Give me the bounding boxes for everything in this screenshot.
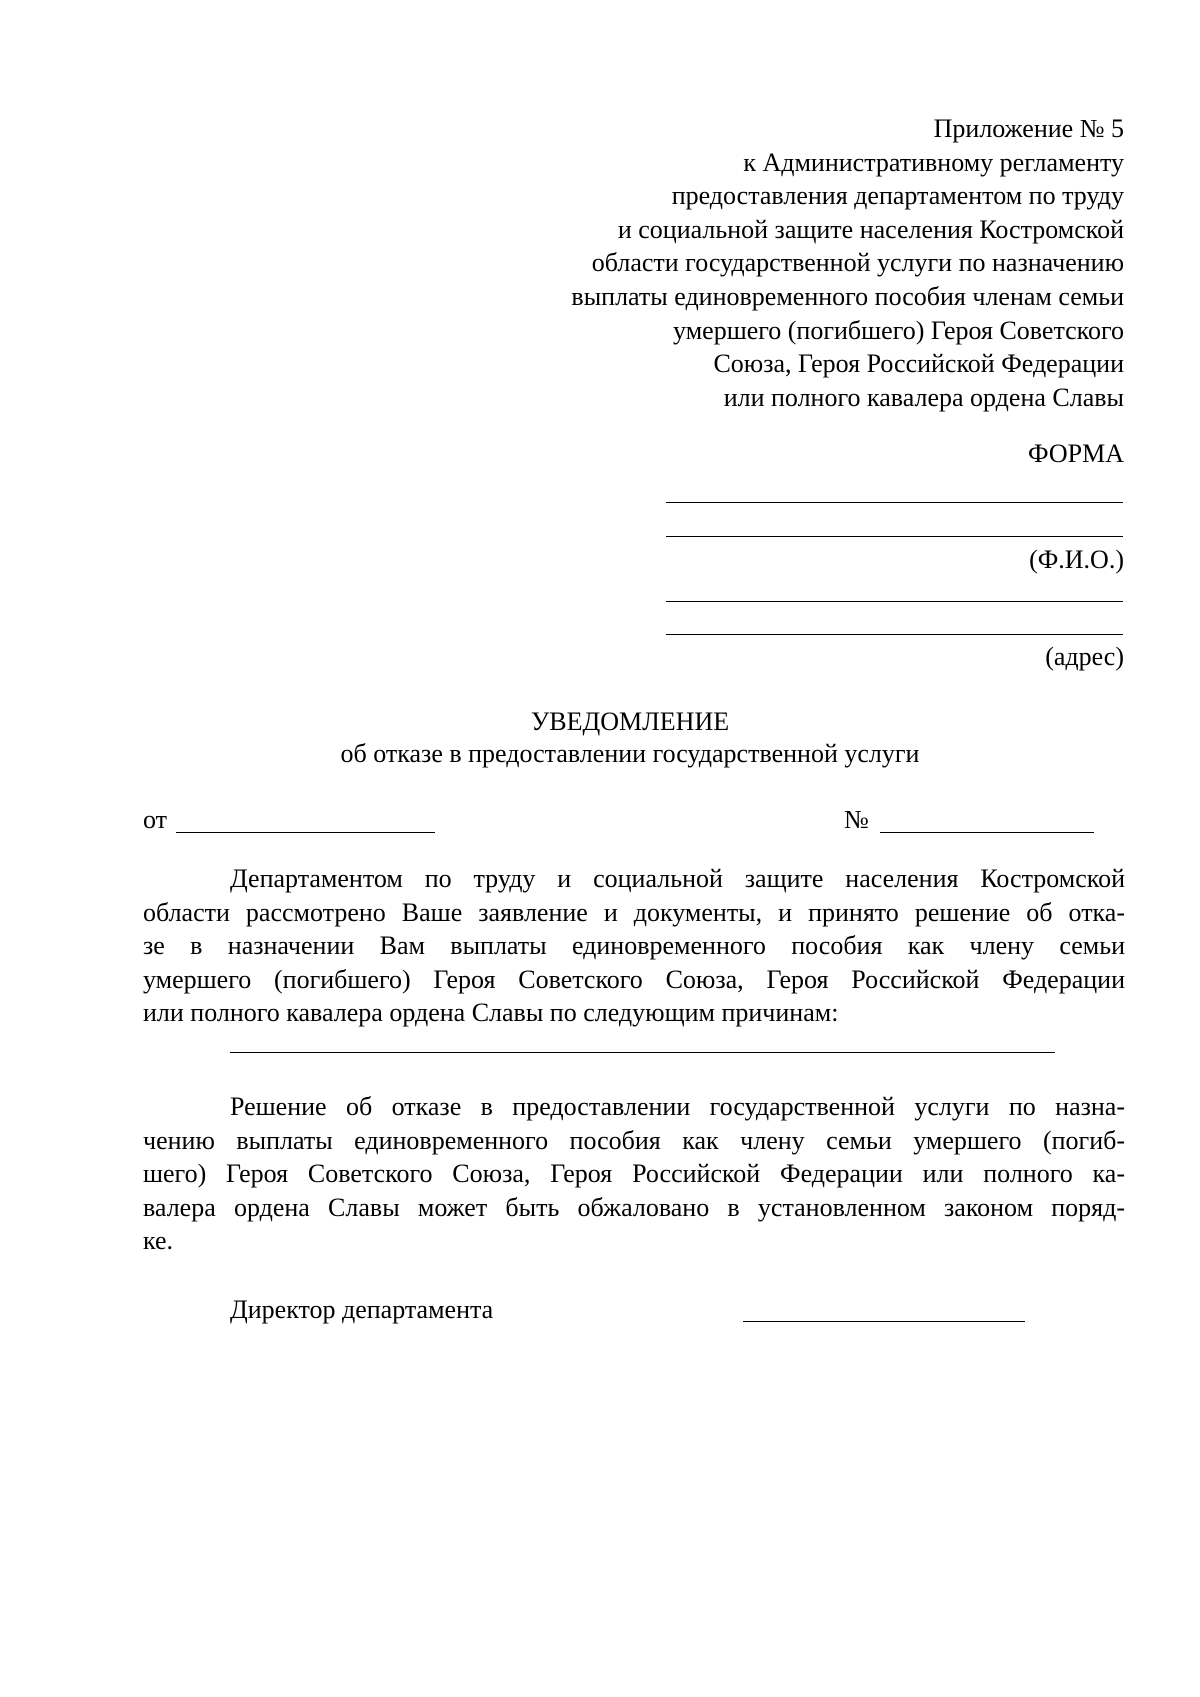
- header-line: умершего (погибшего) Героя Советского: [673, 315, 1124, 345]
- appendix-header: [484, 112, 1124, 414]
- signature-blank-line[interactable]: [743, 1321, 1025, 1322]
- number-prefix: №: [844, 805, 869, 834]
- header-line: выплаты единовременного пособия членам семьи: [571, 281, 1124, 311]
- document-subtitle: об отказе в предоставлении государственной услуги: [340, 739, 920, 768]
- header-line: к Административному регламенту: [743, 147, 1124, 177]
- header-line: области государственной услуги по назначению: [591, 248, 1124, 278]
- address-blank-line-2[interactable]: [666, 634, 1123, 635]
- header-line: Приложение № 5: [933, 114, 1124, 143]
- header-line: Союза, Героя Российской Федерации: [713, 349, 1124, 379]
- date-blank-line[interactable]: [176, 832, 435, 833]
- appeal-paragraph: [143, 1090, 1125, 1258]
- paragraph-line: чению выплаты единовременного пособия как члену семьи умершего (погиб-: [143, 1125, 1125, 1155]
- document-title: УВЕДОМЛЕНИЕ: [530, 707, 730, 736]
- form-label: ФОРМА: [1028, 439, 1124, 468]
- header-line: и социальной защите населения Костромской: [617, 214, 1124, 244]
- paragraph-line: области рассмотрено Ваше заявление и документы, и принято решение об отка-: [143, 897, 1125, 927]
- paragraph-line: шего) Героя Советского Союза, Героя Российской Федерации или полного ка-: [143, 1159, 1125, 1189]
- director-label: Директор департамента: [230, 1295, 494, 1324]
- header-line: или полного кавалера ордена Славы: [723, 382, 1124, 412]
- paragraph-line: или полного кавалера ордена Славы по следующим причинам:: [143, 998, 839, 1028]
- fio-blank-line-2[interactable]: [666, 536, 1123, 537]
- paragraph-line: ке.: [143, 1226, 174, 1256]
- paragraph-line: валера ордена Славы может быть обжаловано в установленном законом поряд-: [143, 1192, 1125, 1222]
- fio-blank-line-1[interactable]: [666, 502, 1123, 503]
- address-label: (адрес): [1045, 642, 1124, 671]
- address-blank-line-1[interactable]: [666, 601, 1123, 602]
- reasons-blank-line[interactable]: [230, 1052, 1055, 1053]
- header-line: предоставления департаментом по труду: [671, 181, 1124, 211]
- fio-label: (Ф.И.О.): [1029, 545, 1124, 574]
- number-blank-line[interactable]: [880, 832, 1094, 833]
- paragraph-line: Решение об отказе в предоставлении государственной услуги по назна-: [230, 1092, 1125, 1121]
- paragraph-line: умершего (погибшего) Героя Советского Союза, Героя Российской Федерации: [143, 964, 1125, 994]
- paragraph-line: зе в назначении Вам выплаты единовременного пособия как члену семьи: [143, 931, 1125, 961]
- date-prefix: от: [143, 805, 168, 834]
- paragraph-line: Департаментом по труду и социальной защите населения Костромской: [230, 864, 1125, 893]
- refusal-paragraph: [143, 862, 1125, 1030]
